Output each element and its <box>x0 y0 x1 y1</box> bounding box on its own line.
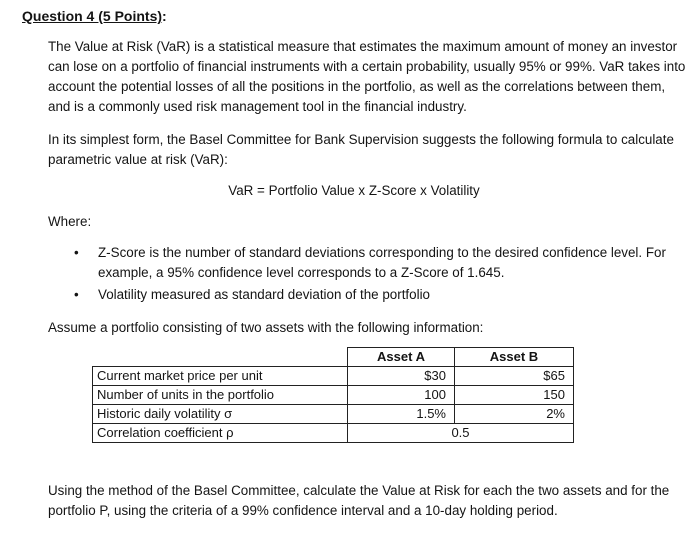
header-asset-b: Asset B <box>455 348 574 367</box>
bullet-icon: • <box>74 287 79 302</box>
table-row <box>93 367 574 386</box>
header-asset-a: Asset A <box>348 348 455 367</box>
asset-a-value: $30 <box>348 367 455 386</box>
correlation-value: 0.5 <box>348 424 574 443</box>
volatility-definition: Volatility measured as standard deviation of the portfolio <box>98 287 430 302</box>
var-formula: VaR = Portfolio Value x Z-Score x Volatility <box>228 183 480 198</box>
portfolio-table <box>92 347 574 443</box>
intro-paragraph: The Value at Risk (VaR) is a statistical measure that estimates the maximum amount of money an investor can lose on a portfolio of financial instruments with a certain probability, usually 95% or 99%. VaR takes into account the potential losses of all the positions in the portfolio, as well as the correlations between them, and is a commonly used risk management tool in the financial industry. <box>48 39 686 114</box>
question-heading-colon: : <box>162 8 167 24</box>
zscore-definition: Z-Score is the number of standard deviations corresponding to the desired confidence level. For example, a 95% confidence level corresponds to a Z-Score of 1.645. <box>98 245 666 280</box>
list-item <box>74 285 684 305</box>
table-row <box>93 405 574 424</box>
assume-paragraph: Assume a portfolio consisting of two assets with the following information: <box>48 320 484 335</box>
where-label: Where: <box>48 214 92 229</box>
asset-b-value: $65 <box>455 367 574 386</box>
definition-list <box>74 243 684 307</box>
list-item <box>74 243 684 283</box>
row-label: Number of units in the portfolio <box>93 386 348 405</box>
correlation-label: Correlation coefficient ρ <box>93 424 348 443</box>
asset-a-value: 100 <box>348 386 455 405</box>
row-label: Historic daily volatility σ <box>93 405 348 424</box>
asset-b-value: 150 <box>455 386 574 405</box>
question-number-label: Question 4 (5 Points) <box>22 8 163 24</box>
task-paragraph: Using the method of the Basel Committee, calculate the Value at Risk for each the two assets and for the portfolio P, using the criteria of a 99% confidence interval and a 10-day holding period. <box>48 483 670 518</box>
table-row <box>93 386 574 405</box>
asset-b-value: 2% <box>455 405 574 424</box>
question-heading <box>22 6 167 26</box>
table-header-row <box>93 348 574 367</box>
basel-paragraph: In its simplest form, the Basel Committee for Bank Supervision suggests the following formula to calculate parametric value at risk (VaR): <box>48 132 674 167</box>
bullet-icon: • <box>74 245 79 260</box>
asset-a-value: 1.5% <box>348 405 455 424</box>
table-row <box>93 424 574 443</box>
table-header-blank <box>93 348 348 367</box>
row-label: Current market price per unit <box>93 367 348 386</box>
